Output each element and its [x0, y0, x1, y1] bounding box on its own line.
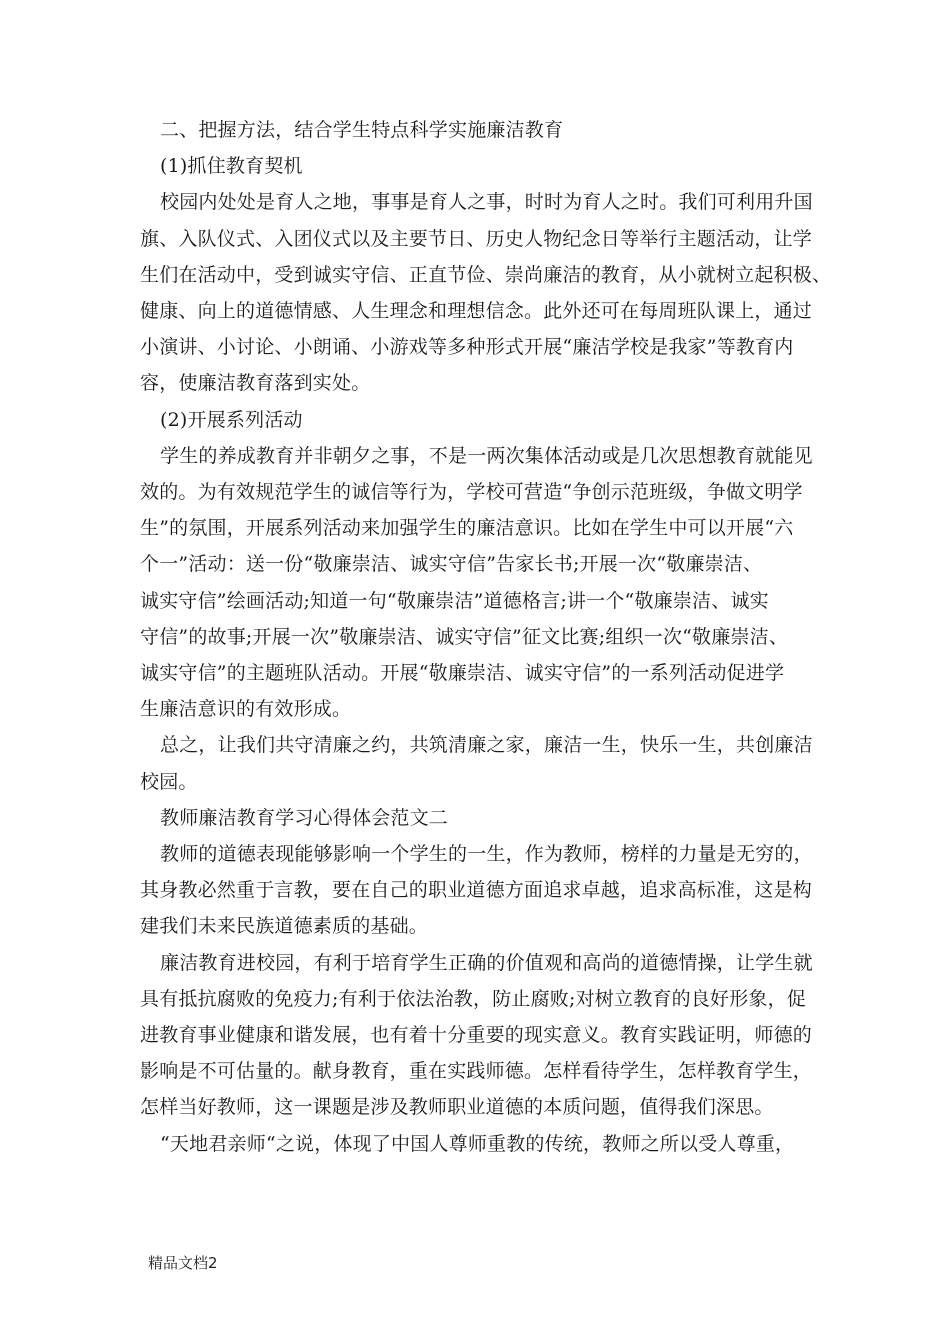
page-footer: 精品文档2 [148, 1254, 218, 1272]
text-line: 诚实守信”绘画活动;知道一句“敬廉崇洁”道德格言;讲一个“敬廉崇洁、诚实 [140, 589, 769, 612]
text-line: 守信”的故事;开展一次”敬廉崇洁、诚实守信”征文比赛;组织一次“敬廉崇洁、 [140, 625, 789, 648]
text-line: 其身教必然重于言教，要在自己的职业道德方面追求卓越，追求高标准，这是构 [140, 879, 813, 902]
text-line: 学生的养成教育并非朝夕之事，不是一两次集体活动或是几次思想教育就能见 [160, 444, 813, 467]
text-line: 诚实守信”的主题班队活动。开展“敬廉崇洁、诚实守信”的一系列活动促进学 [140, 662, 785, 685]
text-line: 教师廉洁教育学习心得体会范文二 [160, 806, 449, 829]
text-line: 健康、向上的道德情感、人生理念和理想信念。此外还可在每周班队课上，通过 [140, 300, 813, 323]
text-line: 个一”活动：送一份“敬廉崇洁、诚实守信”告家长书;开展一次“敬廉崇洁、 [140, 553, 763, 576]
text-line: 影响是不可估量的。献身教育，重在实践师德。怎样看待学生，怎样教育学生， [140, 1060, 813, 1083]
text-line: 具有抵抗腐败的免疫力;有利于依法治教，防止腐败;对树立教育的良好形象，促 [140, 987, 807, 1010]
text-line: 容，使廉洁教育落到实处。 [140, 372, 371, 395]
text-line: 教师的道德表现能够影响一个学生的一生，作为教师，榜样的力量是无穷的， [160, 843, 813, 866]
document-body [140, 112, 832, 1162]
text-line: 旗、入队仪式、入团仪式以及主要节日、历史人物纪念日等举行主题活动，让学 [140, 227, 813, 250]
text-line: 总之，让我们共守清廉之约，共筑清廉之家，廉洁一生，快乐一生，共创廉洁 [160, 734, 813, 757]
text-line: 小演讲、小讨论、小朗诵、小游戏等多种形式开展“廉洁学校是我家”等教育内 [140, 336, 794, 359]
text-line: (1)抓住教育契机 [160, 155, 303, 178]
text-line: 生”的氛围，开展系列活动来加强学生的廉洁意识。比如在学生中可以开展“六 [140, 517, 794, 540]
text-line: 校园。 [140, 770, 198, 793]
text-line: 廉洁教育进校园，有利于培育学生正确的价值观和高尚的道德情操，让学生就 [160, 951, 813, 974]
text-line: 效的。为有效规范学生的诚信等行为，学校可营造“争创示范班级，争做文明学 [140, 481, 803, 504]
text-line: 生们在活动中，受到诚实守信、正直节俭、崇尚廉洁的教育，从小就树立起积极、 [140, 263, 832, 286]
text-line: 生廉洁意识的有效形成。 [140, 698, 352, 721]
text-line: 校园内处处是育人之地，事事是育人之事，时时为育人之时。我们可利用升国 [160, 191, 813, 214]
text-line: 建我们未来民族道德素质的基础。 [140, 915, 429, 938]
text-line: “天地君亲师“之说，体现了中国人尊师重教的传统，教师之所以受人尊重， [160, 1132, 795, 1155]
text-line: 怎样当好教师，这一课题是涉及教师职业道德的本质问题，值得我们深思。 [140, 1096, 774, 1119]
text-line: (2)开展系列活动 [160, 408, 303, 431]
text-line: 进教育事业健康和谐发展，也有着十分重要的现实意义。教育实践证明，师德的 [140, 1024, 813, 1047]
text-line: 二、把握方法，结合学生特点科学实施廉洁教育 [160, 119, 564, 141]
